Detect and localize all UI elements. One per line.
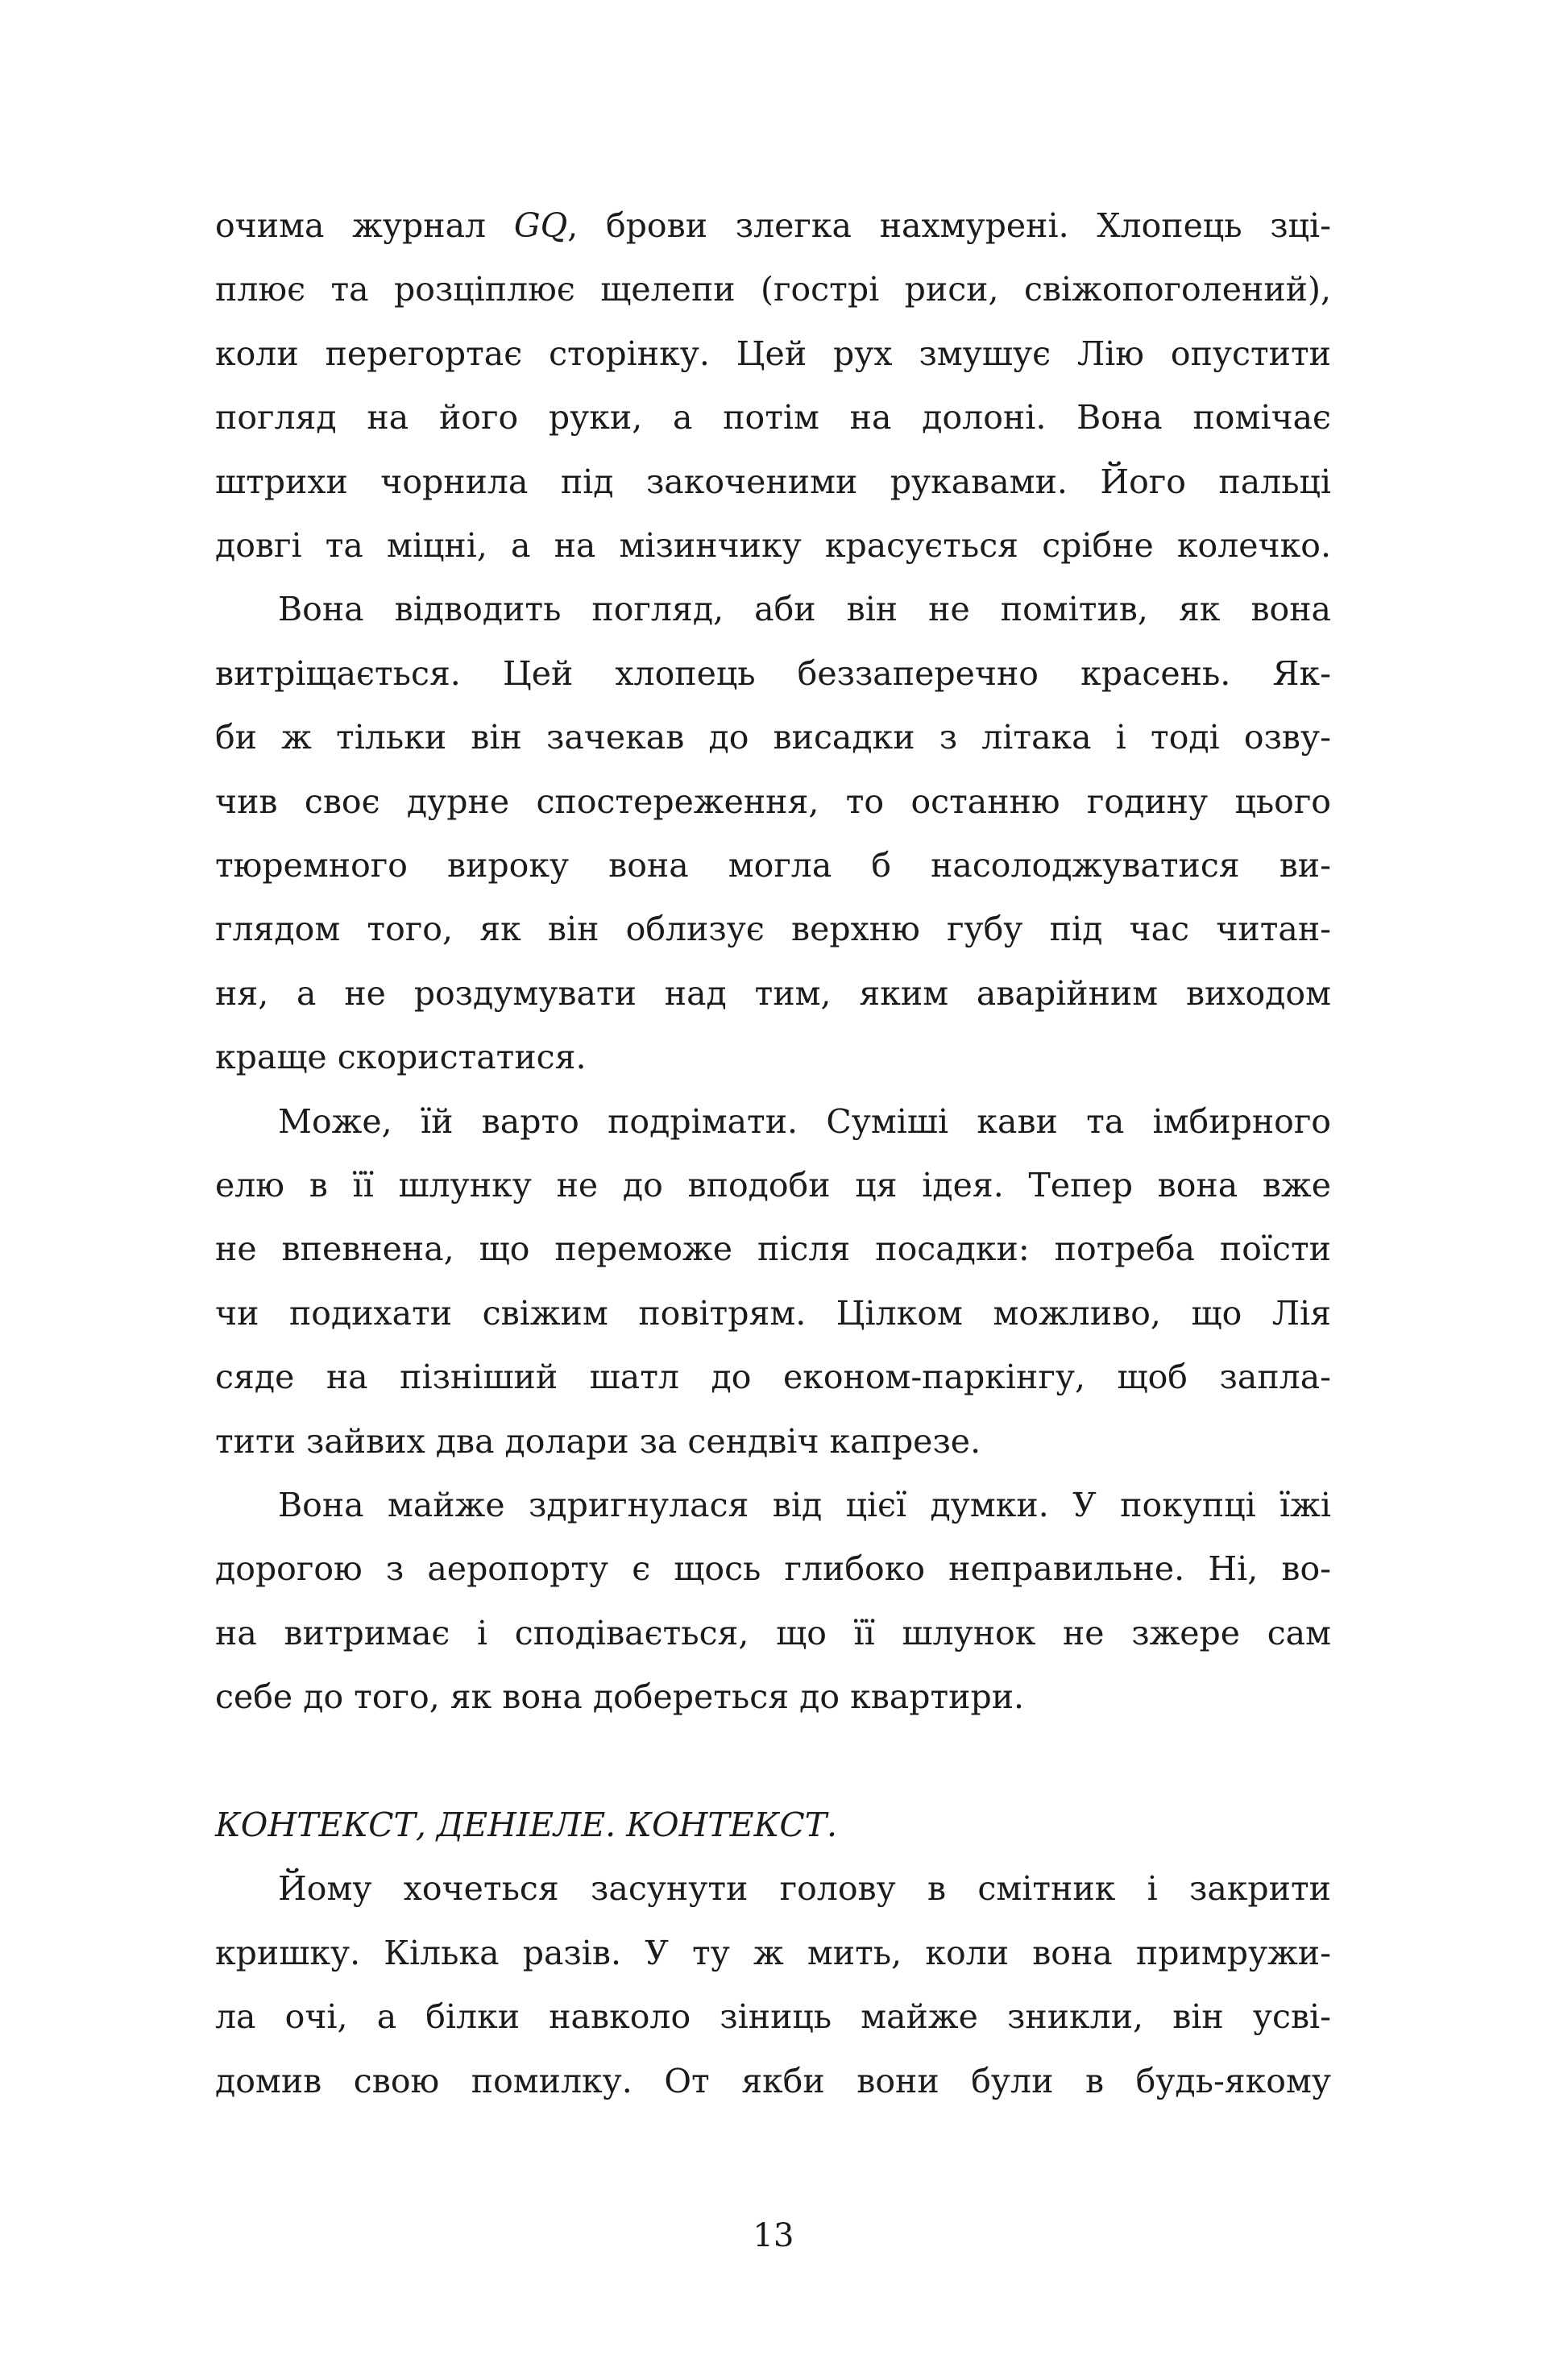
page-number: 13 — [753, 2217, 794, 2254]
line-text: ня, а не роздумувати над тим, яким аварійним виходом — [215, 974, 1331, 1013]
line-text: коли перегортає сторінку. Цей рух змушує Лію опустити — [215, 334, 1331, 373]
section-heading — [215, 1793, 1331, 1857]
text-line — [215, 1601, 1331, 1665]
paragraph-first-line — [278, 1856, 1331, 1921]
line-text: домив свою помилку. От якби вони були в будь-якому — [215, 2062, 1331, 2100]
line-text: плює та розціплює щелепи (гострі риси, свіжопоголений), — [215, 270, 1331, 309]
line-text: тюремного вироку вона могла б насолоджуватися ви- — [215, 846, 1331, 885]
magazine-title: GQ — [513, 206, 568, 245]
line-text: на витримає і сподівається, що її шлунок не зжере сам — [215, 1614, 1331, 1652]
paragraph-first-line — [278, 577, 1331, 641]
text-segment: , брови злегка нахмурені. Хлопець зці- — [567, 206, 1331, 245]
text-line — [215, 705, 1331, 769]
text-line — [215, 2049, 1331, 2113]
text-line — [215, 1345, 1331, 1409]
text-line — [215, 193, 1331, 258]
text-line — [215, 1984, 1331, 2049]
line-text: Вона майже здригнулася від цієї думки. У покупці їжі — [278, 1486, 1331, 1524]
heading-text: КОНТЕКСТ, ДЕНІЕЛЕ. КОНТЕКСТ. — [215, 1806, 838, 1844]
line-text: тити зайвих два долари за сендвіч капрезе. — [215, 1422, 981, 1461]
line-text: Йому хочеться засунути голову в смітник і закрити — [278, 1869, 1331, 1908]
line-text: сяде на пізніший шатл до економ-паркінгу, щоб запла- — [215, 1358, 1331, 1396]
line-text: дорогою з аеропорту є щось глибоко неправильне. Ні, во- — [215, 1549, 1331, 1588]
text-line — [215, 897, 1331, 961]
line-text: Може, їй варто подрімати. Суміші кави та імбирного — [278, 1102, 1331, 1141]
line-text: би ж тільки він зачекав до висадки з літака і тоді озву- — [215, 718, 1331, 757]
text-line — [215, 321, 1331, 386]
text-line — [215, 961, 1331, 1026]
text-line — [215, 385, 1331, 450]
paragraph-first-line — [278, 1089, 1331, 1154]
text-line — [215, 769, 1331, 834]
paragraph-last-line — [215, 1665, 1331, 1729]
line-text: Вона відводить погляд, аби він не помітив, як вона — [278, 590, 1331, 628]
paragraph-last-line — [215, 1025, 1331, 1089]
text-line — [215, 833, 1331, 898]
text-line — [215, 1281, 1331, 1345]
text-line — [215, 450, 1331, 514]
line-text: себе до того, як вона добереться до квартири. — [215, 1677, 1025, 1716]
line-text: погляд на його руки, а потім на долоні. Вона помічає — [215, 398, 1331, 437]
line-text: штрихи чорнила під закоченими рукавами. Його пальці — [215, 462, 1331, 501]
text-line — [215, 1536, 1331, 1601]
line-text: глядом того, як він облизує верхню губу під час читан- — [215, 910, 1331, 948]
line-text: довгі та міцні, а на мізинчику красується срібне колечко. — [215, 526, 1331, 565]
text-segment: очима журнал — [215, 206, 514, 245]
line-text: не впевнена, що переможе після посадки: потреба поїсти — [215, 1229, 1331, 1268]
text-line — [215, 257, 1331, 321]
text-line — [215, 1217, 1331, 1281]
line-text: краще скористатися. — [215, 1038, 587, 1076]
line-text: кришку. Кілька разів. У ту ж мить, коли вона примружи- — [215, 1934, 1331, 1972]
line-text: чив своє дурне спостереження, то останню годину цього — [215, 782, 1331, 821]
line-text: елю в її шлунку не до вподоби ця ідея. Тепер вона вже — [215, 1166, 1331, 1205]
line-text: ла очі, а білки навколо зіниць майже зникли, він усві- — [215, 1997, 1331, 2036]
paragraph-last-line — [215, 1409, 1331, 1474]
line-text: чи подихати свіжим повітрям. Цілком можливо, що Лія — [215, 1294, 1331, 1333]
paragraph-first-line — [278, 1473, 1331, 1537]
text-line — [215, 513, 1331, 578]
text-line — [215, 1153, 1331, 1217]
text-line — [215, 1921, 1331, 1985]
text-line — [215, 641, 1331, 706]
line-text: витріщається. Цей хлопець беззаперечно красень. Як- — [215, 654, 1331, 693]
